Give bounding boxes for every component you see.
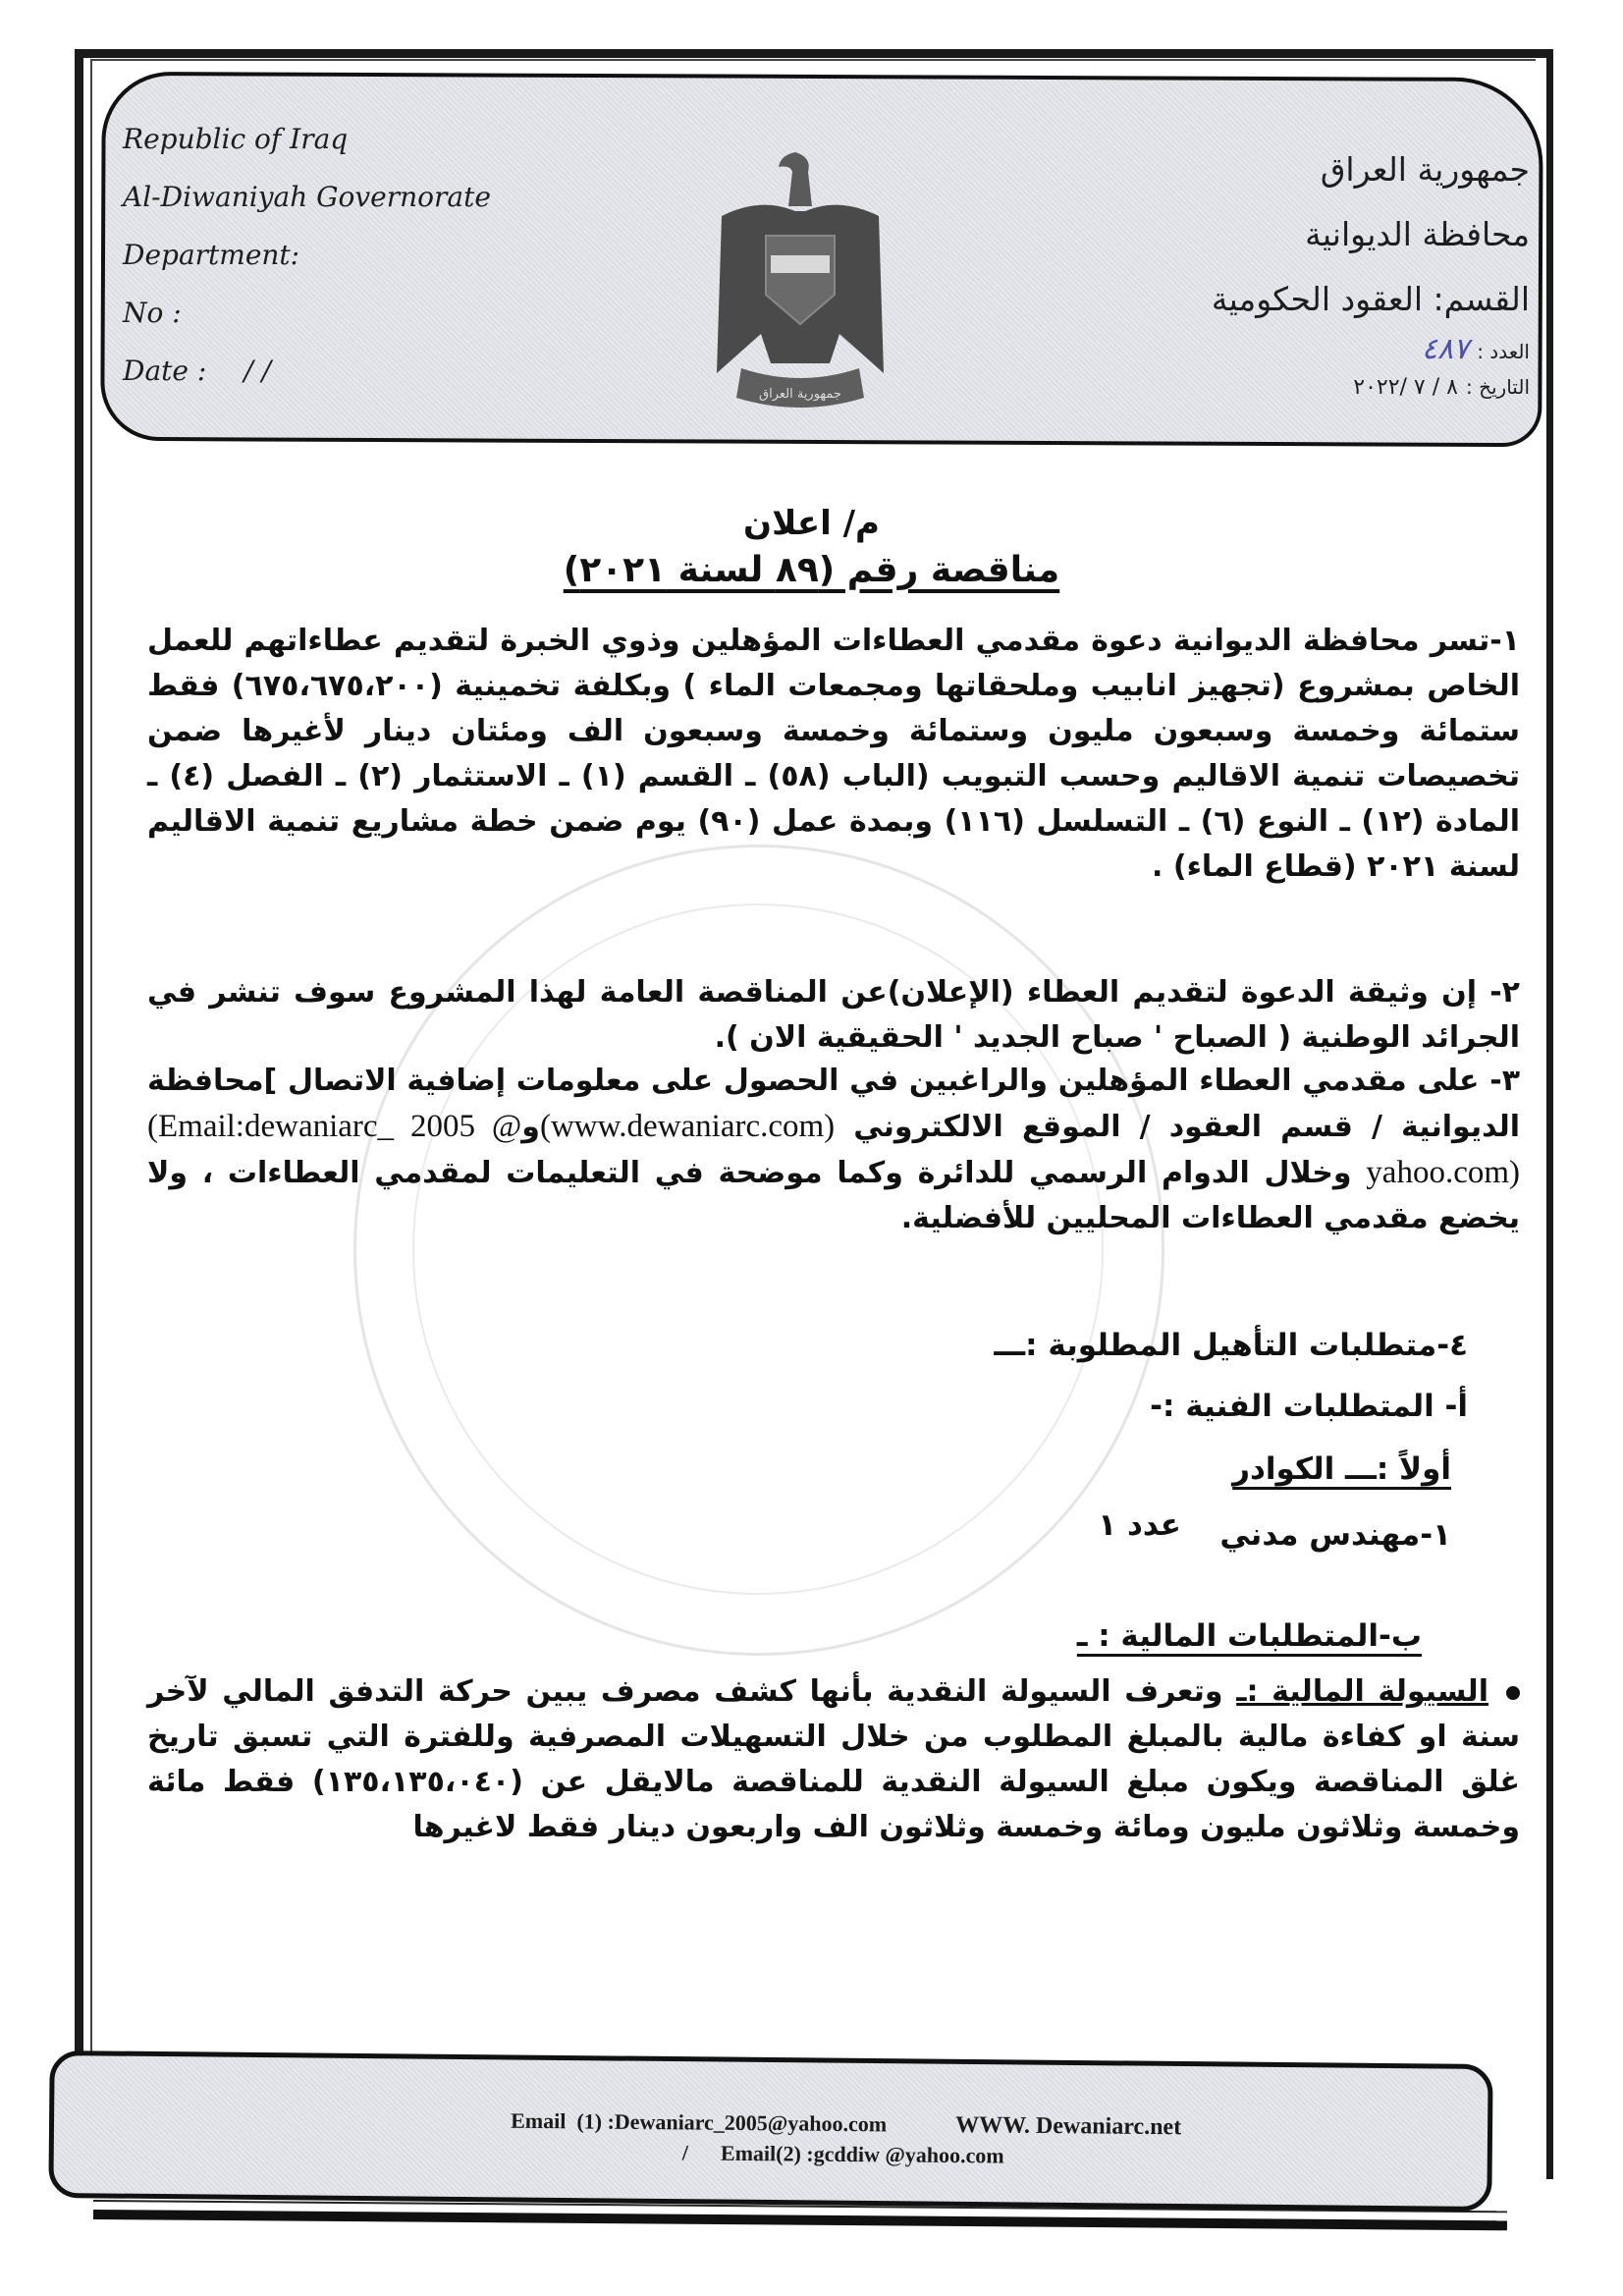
staff-heading: أولاً :ـــ الكوادر (1232, 1451, 1451, 1487)
date-value-ar: ٨ / ٧ /٢٠٢٢ (1353, 375, 1458, 400)
letterhead-arabic (1212, 137, 1530, 406)
liquidity-paragraph: السيولة المالية :ـ وتعرف السيولة النقدية بأنها كشف مصرف يبين حركة التدفق المالي لآخر سنة او كفاءة مالية بالمبلغ المطلوب من خلال التسهيلات المصرفية وللفترة التي تسبق تاريخ غلق المناقصة ويكون مبلغ السيولة النقدية للمناقصة مالايقل عن (١٣٥،١٣٥،٠٤٠) فقط مائة وخمسة وثلاثون مليون ومائة وخمسة وثلاثون الف واربعون دينار فقط لاغيرها (147, 1674, 1520, 1844)
number-value-handwritten: ٤٨٧ (1421, 332, 1470, 366)
email-link[interactable]: (Email:dewaniarc_ 2005 @ yahoo.com) (147, 1109, 1520, 1190)
date-label-en: Date : (123, 355, 207, 387)
date-label-ar: التاريخ : (1465, 375, 1530, 399)
staff-count: عدد ١ (1098, 1507, 1181, 1543)
footer-website[interactable]: WWW. Dewaniarc.net (955, 2112, 1182, 2141)
paragraph-1: ١-تسر محافظة الديوانية دعوة مقدمي العطاءات المؤهلين وذوي الخبرة لتقديم عطاءاتهم للعمل الخاص بمشروع (تجهيز انابيب وملحقاتها ومجمعات الماء ) وبكلفة تخمينية (٦٧٥،٦٧٥،٢٠٠) فقط ستمائة وخمسة وسبعون مليون وستمائة وخمسة وسبعون الف ومئتان دينار لأغيرها ضمن تخصيصات تنمية الاقاليم وحسب التبويب (الباب (٥٨) ـ القسم (١) ـ الاستثمار (٢) ـ الفصل (٤) ـ المادة (١٢) ـ النوع (٦) ـ التسلسل (١١٦) وبمدة عمل (٩٠) يوم ضمن خطة مشاريع تنمية الاقاليم لسنة ٢٠٢١ (قطاع الماء) . (147, 624, 1521, 884)
qualification-heading: ٤-متطلبات التأهيل المطلوبة :ـــ (994, 1328, 1468, 1363)
footer-email-1[interactable]: Email (1) :Dewaniarc_2005@yahoo.com (511, 2107, 888, 2137)
number-label-ar: العدد : (1477, 340, 1530, 363)
bullet-icon (1506, 1686, 1520, 1700)
announcement-title: م/ اعلان (743, 504, 880, 543)
technical-requirements-heading: أ- المتطلبات الفنية :- (1150, 1389, 1468, 1424)
website-link[interactable]: (www.dewaniarc.com) (539, 1109, 836, 1144)
svg-text:جمهورية العراق: جمهورية العراق (759, 387, 841, 402)
number-label-en: No : (123, 297, 182, 329)
paragraph-3: ٣- على مقدمي العطاء المؤهلين والراغبين في الحصول على معلومات إضافية الاتصال ]محافظة الديوانية / قسم العقود / الموقع الالكتروني (www.dewaniarc.com)و(Email:dewaniarc_ 2005 @ yahoo.com) وخلال الدوام الرسمي للدائرة وكما موضحة في التعليمات لمقدمي العطاءات ، ولا يخضع مقدمي العطاءات المحليين للأفضلية. (147, 1064, 1520, 1235)
date-value-en: / / (243, 355, 272, 387)
financial-requirements-heading: ب-المتطلبات المالية : ـ (1076, 1618, 1422, 1654)
country-name-ar: جمهورية العراق (1320, 150, 1530, 189)
department-label-en: Department: (123, 239, 300, 271)
governorate-name-en: Al-Diwaniyah Governorate (123, 181, 491, 213)
tender-number-title: مناقصة رقم (٨٩ لسنة ٢٠٢١) (563, 550, 1060, 590)
project-name: (تجهيز انابيب وملحقاتها ومجمعات الماء ) (682, 669, 1285, 703)
footer-email-2[interactable]: Email(2) :gcddiw @yahoo.com (720, 2140, 1004, 2168)
country-name-en: Republic of Iraq (123, 123, 349, 155)
staff-item-civil-engineer: ١-مهندس مدني (1219, 1517, 1451, 1553)
letterhead-english (123, 110, 491, 400)
footer-contacts (511, 2108, 1182, 2171)
governorate-name-ar: محافظة الديوانية (1305, 215, 1530, 253)
iraq-eagle-emblem-icon (702, 137, 898, 422)
newspapers: ( الصباح ' صباح الجديد ' الحقيقية الان ) (726, 1020, 1292, 1055)
department-ar: القسم: العقود الحكومية (1211, 280, 1530, 318)
paragraph-2: ٢- إن وثيقة الدعوة لتقديم العطاء (الإعلان)عن المناقصة العامة لهذا المشروع سوف تنشر في الجرائد الوطنية ( الصباح ' صباح الجديد ' الحقيقية الان ). (147, 975, 1520, 1055)
liquidity-label: السيولة المالية :ـ (1236, 1674, 1488, 1709)
page-border-bottom (93, 2210, 1507, 2230)
footer-separator: / (681, 2140, 689, 2165)
